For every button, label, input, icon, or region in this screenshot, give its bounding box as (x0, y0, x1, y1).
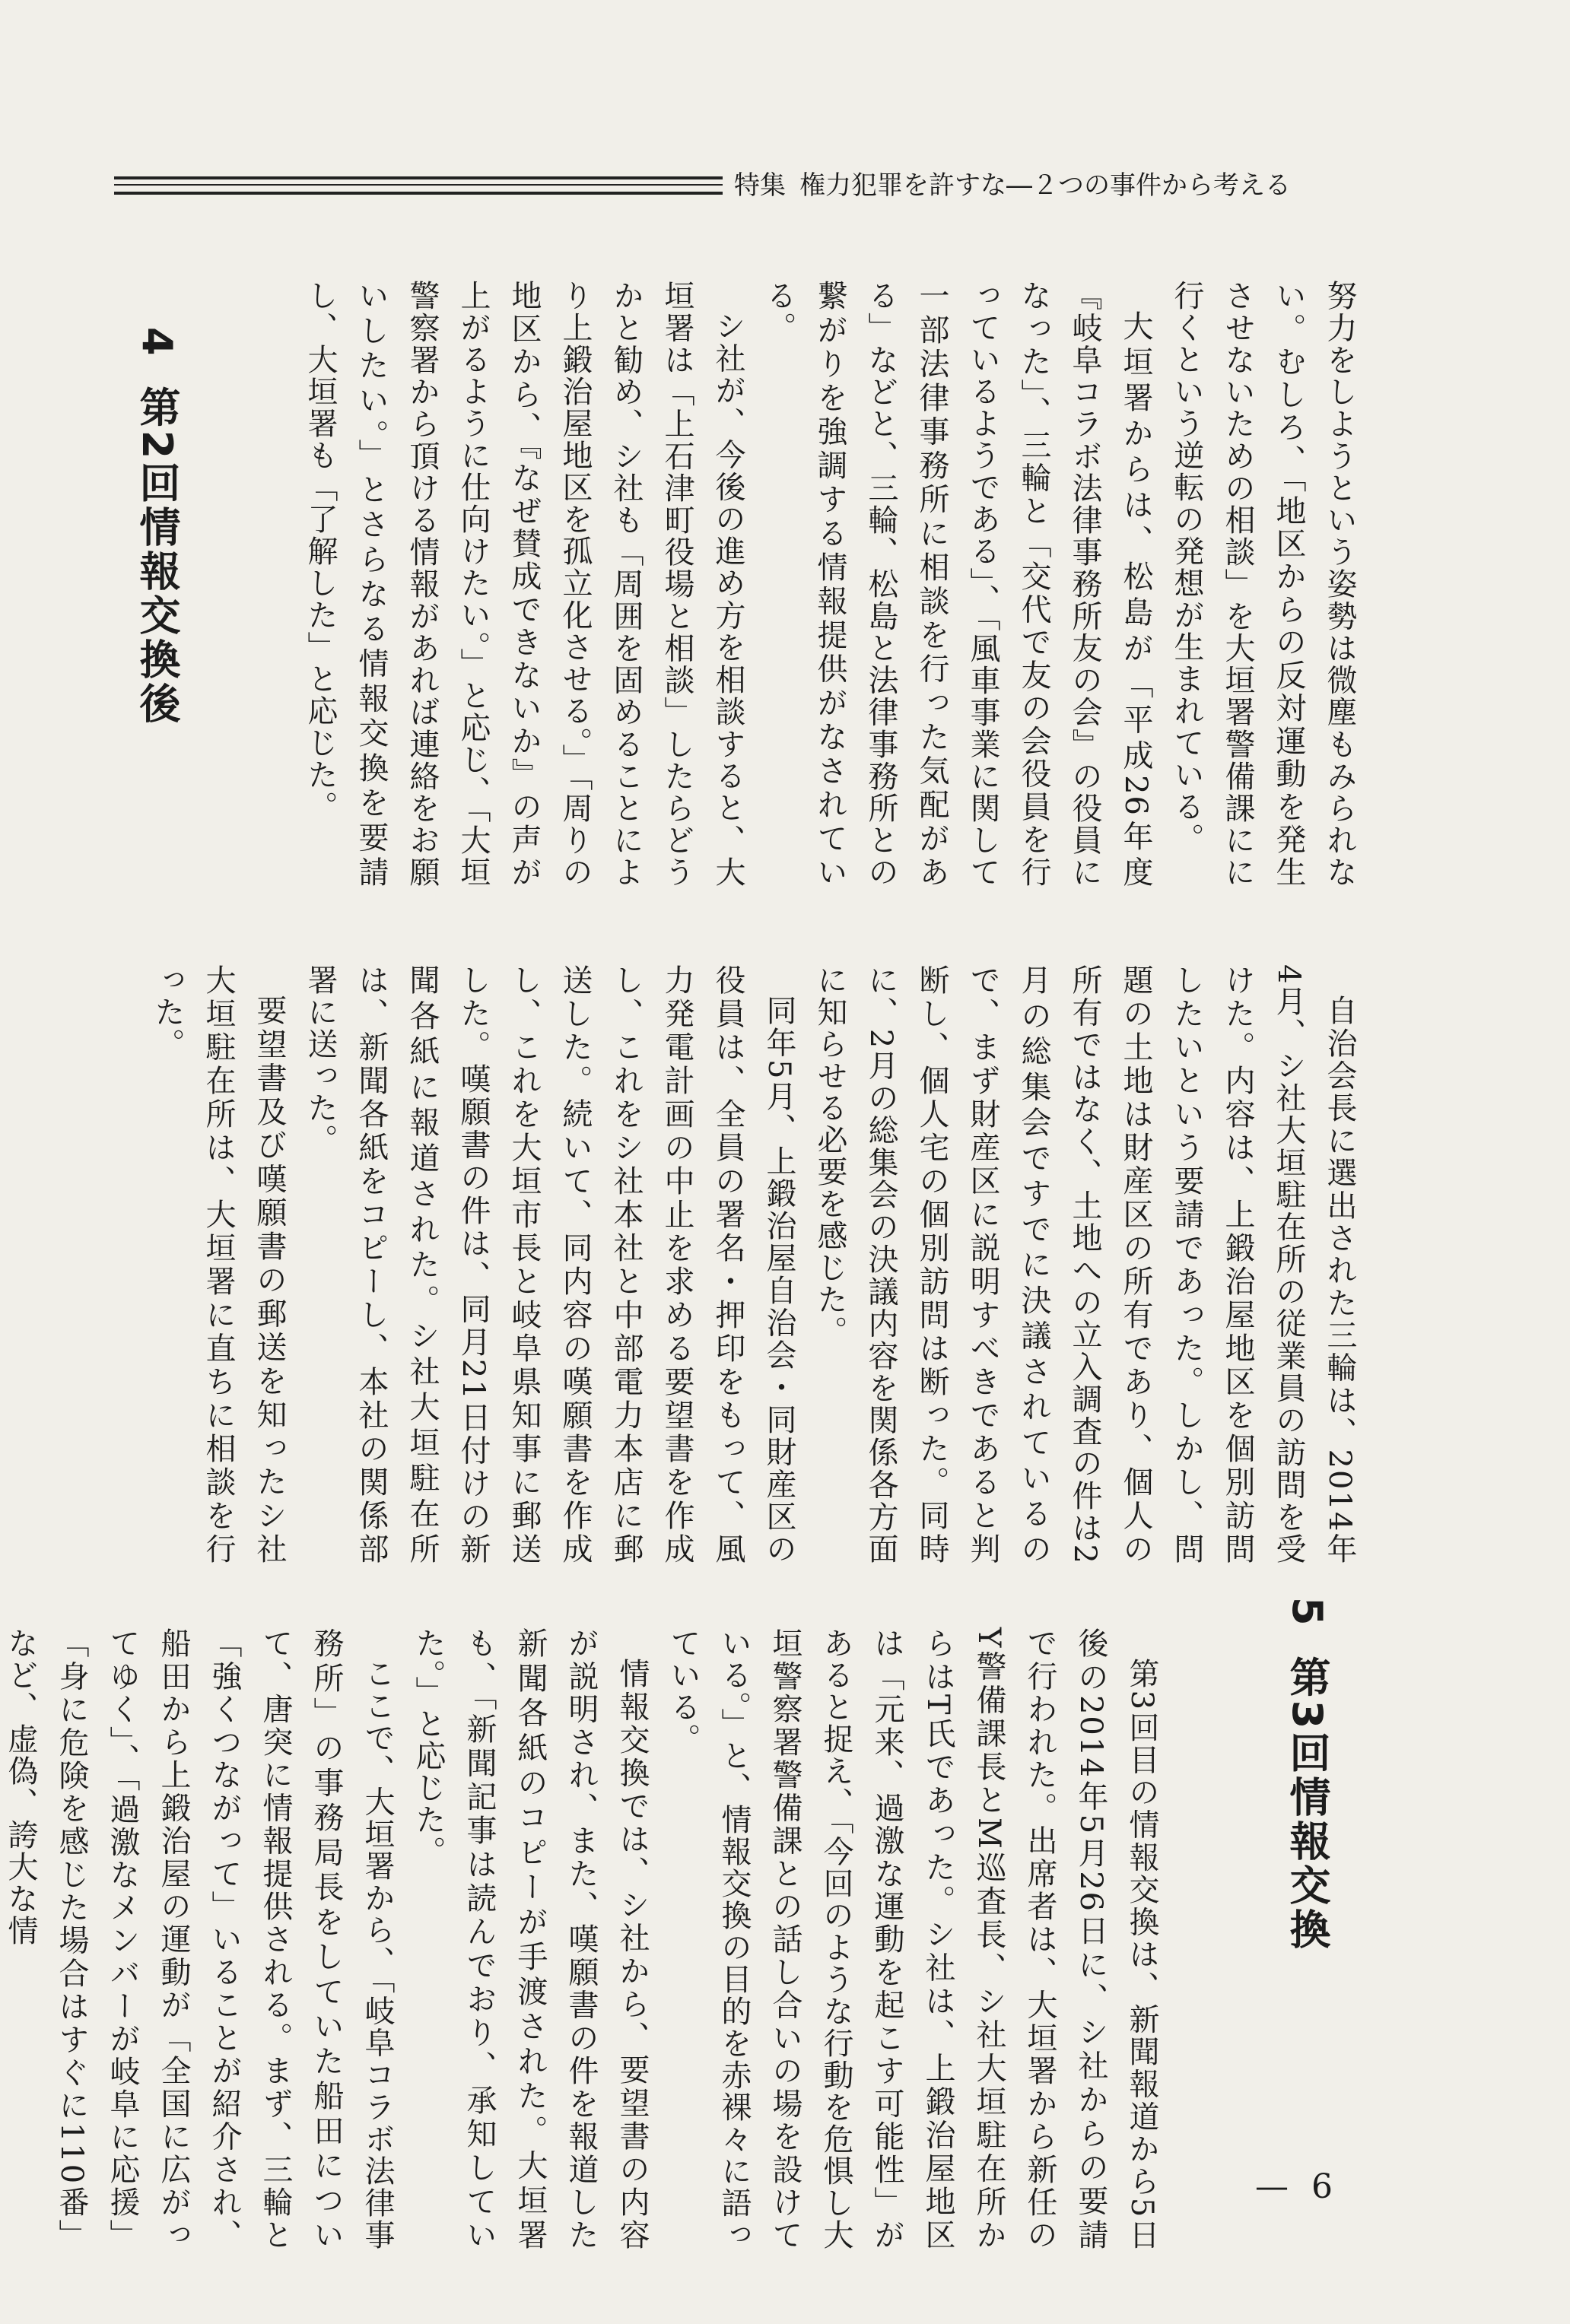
header-rule (114, 176, 723, 195)
paragraph: 努力をしようという姿勢は微塵もみられない。むしろ、「地区からの反対運動を発生させないための相談」を大垣署警備課にに行くという逆転の発想が生まれている。 (1169, 280, 1357, 888)
section-number: 4 (133, 327, 181, 359)
section-number: 5 (1283, 1597, 1331, 1629)
paragraph: 大垣署からは、松島が「平成26年度『岐阜コラボ法律事務所友の会』の役員になった」、三輪と「交代で友の会役員を行っているようである」、「風車事業に関して一部法律事務所に相談を行った気配がある」などと、三輪、松島と法律事務所との繋がりを強調する情報提供がなされている。 (761, 280, 1153, 888)
paragraph: ここで、大垣署から、「岐阜コラボ法律事務所」の事務局長をしていた船田について、唐突に情報提供される。まず、三輪と「強くつながって」いることが紹介され、船田から上鍛治屋の運動が「全国に広がってゆく」、「過激なメンバーが岐阜に応援」「身に危険を感じた場合はすぐに110番」など、虚偽、誇大な情 (3, 1627, 395, 2252)
text-block-bottom (3, 1627, 1167, 2252)
paragraph: 同年5月、上鍛治屋自治会・同財産区の役員は、全員の署名・押印をもって、風力発電計画の中止を求める要望書を作成し、これをシ社本社と中部電力本店に郵送した。続いて、同内容の嘆願書を作成し、これを大垣市長と岐阜県知事に郵送した。嘆願書の件は、同月21日付けの新聞各紙に報道された。シ社大垣駐在所は、新聞各紙をコピーし、本社の関係部署に送った。 (303, 964, 796, 1565)
paragraph: 第3回目の情報交換は、新聞報道から5日後の2014年5月26日に、シ社からの要請で行われた。出席者は、大垣署から新任のY警備課長とM巡査長、シ社大垣駐在所からはT氏であった。シ社は、上鍛治屋地区は「元来、過激な運動を起こす可能性」があると捉え、「今回のような行動を危惧し大垣警察署警備課との話し合いの場を設けている。」と、情報交換の目的を赤裸々に語っている。 (666, 1627, 1159, 2251)
text-block-middle (132, 964, 1365, 1565)
paragraph: 要望書及び嘆願書の郵送を知ったシ社大垣駐在所は、大垣署に直ちに相談を行った。 (150, 964, 287, 1565)
paragraph: シ社が、今後の進め方を相談すると、大垣署は「上石津町役場と相談」したらどうかと勧め、シ社も「周囲を固めることにより上鍛治屋地区を孤立化させる。」「周りの地区から、『なぜ賛成できないか』の声が上がるように仕向けたい。」と応じ、「大垣警察署から頂ける情報があれば連絡をお願いしたい。」とさらなる情報交換を要請し、大垣署も「了解した」と応じた。 (303, 280, 745, 888)
text-block-top (132, 280, 1365, 888)
running-header (734, 169, 1381, 202)
section-heading-5 (1278, 1597, 1336, 1952)
section-title: 第3回情報交換 (1283, 1656, 1331, 1953)
paragraph: 情報交換では、シ社から、要望書の内容が説明され、また、嘆願書の件を報道した新聞各紙のコピーが手渡された。大垣署も、「新聞記事は読んでおり、承知していた。」と応じた。 (411, 1627, 650, 2252)
paragraph: 自治会長に選出された三輪は、2014年4月、シ社大垣駐在所の従業員の訪問を受けた。内容は、上鍛治屋地区を個別訪問したいという要請であった。しかし、問題の土地は財産区の所有であり、個人の所有ではなく、土地への立入調査の件は2月の総集会ですでに決議されているので、まず財産区に説明すべきであると判断し、個人宅の個別訪問は断った。同時に、2月の総集会の決議内容を関係各方面に知らせる必要を感じた。 (812, 964, 1357, 1565)
header-label: 特集 (734, 170, 786, 201)
section-heading-4 (128, 327, 186, 726)
header-title: 権力犯罪を許すな―２つの事件から考える (799, 170, 1291, 201)
section-title: 第2回情報交換後 (133, 386, 181, 727)
page-number: — 6 (1255, 2167, 1339, 2206)
